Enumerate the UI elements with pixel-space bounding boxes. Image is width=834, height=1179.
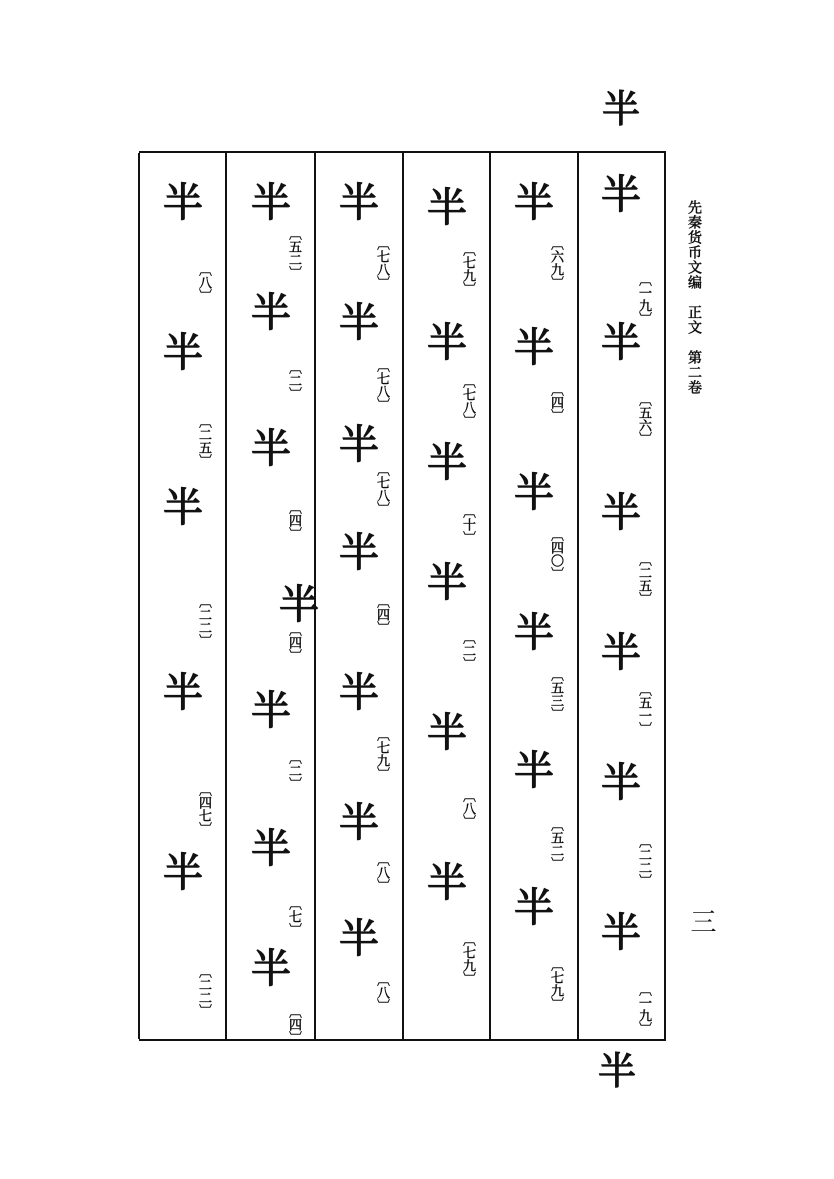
glyph-entry: 半 xyxy=(163,180,203,226)
glyph-entry: 半 xyxy=(163,850,203,896)
source-code: 〔六九〕 xyxy=(548,237,563,289)
glyph-entry: 半 xyxy=(514,325,554,371)
glyph-entry: 半 xyxy=(514,748,554,794)
source-code: 〔五二〕 xyxy=(286,227,301,279)
glyph-entry: 半 xyxy=(427,440,467,486)
source-code: 〔四〇〕 xyxy=(548,528,563,580)
glyph-entry: 半 xyxy=(339,670,379,716)
running-header: 先秦货币文编 正文 第二卷 xyxy=(686,200,702,395)
glyph-entry: 半 xyxy=(163,670,203,716)
source-code: 〔四七〕 xyxy=(196,783,211,835)
glyph-entry: 半 xyxy=(279,582,319,628)
column-divider xyxy=(664,153,666,1039)
source-code: 〔七〕 xyxy=(286,897,301,936)
glyph-entry: 半 xyxy=(339,530,379,576)
source-code: 〔四〕 xyxy=(286,501,301,540)
glyph-entry: 半 xyxy=(251,290,291,336)
glyph-entry: 半 xyxy=(339,422,379,468)
source-code: 〔五一〕 xyxy=(636,683,651,735)
glyph-entry: 半 xyxy=(601,320,641,366)
column-divider xyxy=(489,153,491,1039)
glyph-entry: 半 xyxy=(601,490,641,536)
glyph-entry: 半 xyxy=(601,910,641,956)
glyph-table xyxy=(139,151,666,1044)
source-code: 〔四〕 xyxy=(286,1005,301,1044)
glyph-entry: 半 xyxy=(339,916,379,962)
source-code: 〔八〕 xyxy=(374,853,389,892)
source-code: 〔十〕 xyxy=(460,505,475,544)
glyph-entry: 半 xyxy=(427,185,467,231)
source-code: 〔七八〕 xyxy=(374,237,389,289)
glyph-entry: 半 xyxy=(514,885,554,931)
glyph-entry: 半 xyxy=(251,688,291,734)
source-code: 〔八〕 xyxy=(196,263,211,302)
glyph-entry: 半 xyxy=(339,300,379,346)
glyph-entry: 半 xyxy=(514,470,554,516)
source-code: 〔八〕 xyxy=(460,789,475,828)
glyph-entry: 半 xyxy=(339,180,379,226)
source-code: 〔一九〕 xyxy=(636,273,651,325)
glyph-entry: 半 xyxy=(514,610,554,656)
page-number: 三 xyxy=(686,908,716,930)
source-code: 〔七八〕 xyxy=(374,463,389,515)
source-code: 〔二二〕 xyxy=(196,965,211,1017)
glyph-entry: 半 xyxy=(427,560,467,606)
header-entry-char-top: 半 xyxy=(602,86,641,131)
glyph-entry: 半 xyxy=(601,172,641,218)
column-divider xyxy=(225,153,227,1039)
source-code: 〔一九〕 xyxy=(636,983,651,1035)
glyph-entry: 半 xyxy=(427,860,467,906)
source-code: 〔二五〕 xyxy=(636,553,651,605)
glyph-entry: 半 xyxy=(163,485,203,531)
source-code: 〔四〕 xyxy=(286,623,301,662)
source-code: 〔二〕 xyxy=(286,751,301,790)
source-code: 〔七九〕 xyxy=(460,933,475,985)
source-code: 〔二〕 xyxy=(460,631,475,670)
glyph-entry: 半 xyxy=(251,946,291,992)
source-code: 〔二〕 xyxy=(286,361,301,400)
source-code: 〔八〕 xyxy=(374,973,389,1012)
source-code: 〔七九〕 xyxy=(460,243,475,295)
glyph-entry: 半 xyxy=(427,320,467,366)
glyph-entry: 半 xyxy=(251,180,291,226)
source-code: 〔七八〕 xyxy=(460,375,475,427)
glyph-entry: 半 xyxy=(514,180,554,226)
glyph-entry: 半 xyxy=(251,826,291,872)
glyph-entry: 半 xyxy=(601,630,641,676)
source-code: 〔二二〕 xyxy=(196,595,211,647)
column-divider xyxy=(577,153,579,1039)
source-code: 〔二二〕 xyxy=(636,835,651,887)
glyph-entry: 半 xyxy=(339,800,379,846)
source-code: 〔五二〕 xyxy=(548,818,563,870)
source-code: 〔五六〕 xyxy=(636,393,651,445)
source-code: 〔七九〕 xyxy=(374,728,389,780)
column-divider xyxy=(402,153,404,1039)
column-divider xyxy=(138,153,140,1039)
header-entry-char-bottom: 半 xyxy=(598,1048,637,1093)
source-code: 〔七八〕 xyxy=(374,359,389,411)
source-code: 〔二五〕 xyxy=(196,415,211,467)
source-code: 〔四〕 xyxy=(374,595,389,634)
glyph-entry: 半 xyxy=(163,330,203,376)
glyph-entry: 半 xyxy=(251,426,291,472)
glyph-entry: 半 xyxy=(601,760,641,806)
source-code: 〔四〕 xyxy=(548,383,563,422)
source-code: 〔五三〕 xyxy=(548,668,563,720)
glyph-entry: 半 xyxy=(427,710,467,756)
source-code: 〔七九〕 xyxy=(548,958,563,1010)
